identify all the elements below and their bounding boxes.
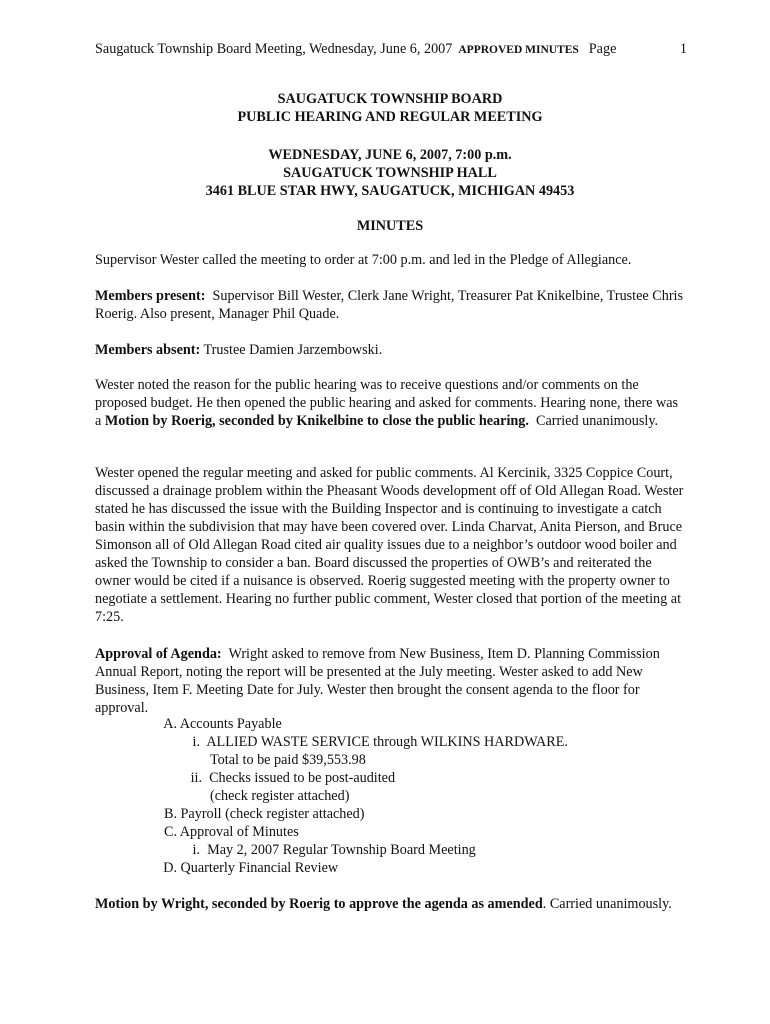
list-item: A. Accounts Payable	[163, 716, 282, 732]
agenda-motion: Motion by Wright, seconded by Roerig to approve the agenda as amended	[95, 896, 543, 912]
running-header	[95, 40, 687, 59]
list-item: i. May 2, 2007 Regular Township Board Meeting	[192, 842, 476, 858]
list-item: ii. Checks issued to be post-audited	[190, 770, 396, 786]
members-present-label: Members present:	[95, 288, 206, 304]
public-hearing-motion: Motion by Roerig, seconded by Knikelbine to close the public hearing.	[104, 413, 529, 429]
header-meeting-title: Saugatuck Township Board Meeting, Wednesday, June 6, 2007	[95, 41, 453, 57]
list-item: D. Quarterly Financial Review	[163, 860, 339, 876]
public-comments-paragraph: Wester opened the regular meeting and asked for public comments. Al Kercinik, 3325 Coppice Court, discussed a drainage problem within the Pheasant Woods development off of Old Allegan Road. Wester stated he has discussed the issue with the Building Inspector and is continuing to investigate a catch basin within the subdivision that may have been covered over. Linda Charvat, Anita Pierson, and Bruce Simonson all of Old Allegan Road cited air quality issues due to a neighbor’s outdoor wood boiler and asked the Township to consider a ban. Board discussed the properties of OWB’s and reiterated the owner would be cited if a nuisance is observed. Roerig suggested meeting with the property owner to negotiate a settlement. Hearing no further public comment, Wester closed that portion of the meeting at 7:25.	[95, 465, 684, 625]
agenda-text: Wright asked to remove from New Business, Item D. Planning Commission Annual Report, noting the report will be presented at the July meeting. Wester asked to add New Business, Item F. Meeting Date for July. Wester then brought the consent agenda to the floor for approval.	[95, 646, 660, 716]
board-title	[95, 90, 685, 126]
agenda-label: Approval of Agenda:	[95, 646, 222, 662]
public-hearing-result: Carried unanimously.	[536, 413, 659, 429]
agenda-motion-paragraph	[95, 895, 685, 913]
members-absent	[95, 341, 685, 359]
public-hearing-text: Wester noted the reason for the public hearing was to receive questions and/or comments on the proposed budget. He then opened the public hearing and asked for comments. Hearing none, there was a	[95, 377, 679, 429]
title-line-1: SAUGATUCK TOWNSHIP BOARD	[277, 91, 503, 107]
public-hearing-paragraph	[95, 376, 685, 430]
minutes-heading: MINUTES	[356, 218, 424, 234]
page-number: 1	[679, 41, 687, 57]
agenda-motion-result: . Carried unanimously.	[542, 896, 672, 912]
meeting-location: SAUGATUCK TOWNSHIP HALL	[283, 165, 497, 181]
members-present	[95, 287, 685, 323]
meeting-info	[95, 146, 685, 200]
members-absent-label: Members absent:	[95, 342, 201, 358]
page-label: Page	[588, 41, 617, 57]
list-item: C. Approval of Minutes	[163, 824, 299, 840]
approved-status: APPROVED MINUTES	[458, 44, 579, 56]
list-item: B. Payroll (check register attached)	[163, 806, 365, 822]
members-absent-text: Trustee Damien Jarzembowski.	[203, 342, 383, 358]
members-present-text: Supervisor Bill Wester, Clerk Jane Wright, Treasurer Pat Knikelbine, Trustee Chris Roerig. Also present, Manager Phil Quade.	[95, 288, 684, 322]
list-item: i. ALLIED WASTE SERVICE through WILKINS HARDWARE.	[192, 734, 568, 750]
approval-of-agenda	[95, 645, 685, 717]
meeting-address: 3461 BLUE STAR HWY, SAUGATUCK, MICHIGAN 49453	[205, 183, 575, 199]
list-item: Total to be paid $39,553.98	[210, 752, 366, 768]
call-to-order: Supervisor Wester called the meeting to order at 7:00 p.m. and led in the Pledge of Allegiance.	[95, 252, 632, 268]
title-line-2: PUBLIC HEARING AND REGULAR MEETING	[237, 109, 543, 125]
list-item: (check register attached)	[210, 788, 350, 804]
meeting-date: WEDNESDAY, JUNE 6, 2007, 7:00 p.m.	[268, 147, 512, 163]
